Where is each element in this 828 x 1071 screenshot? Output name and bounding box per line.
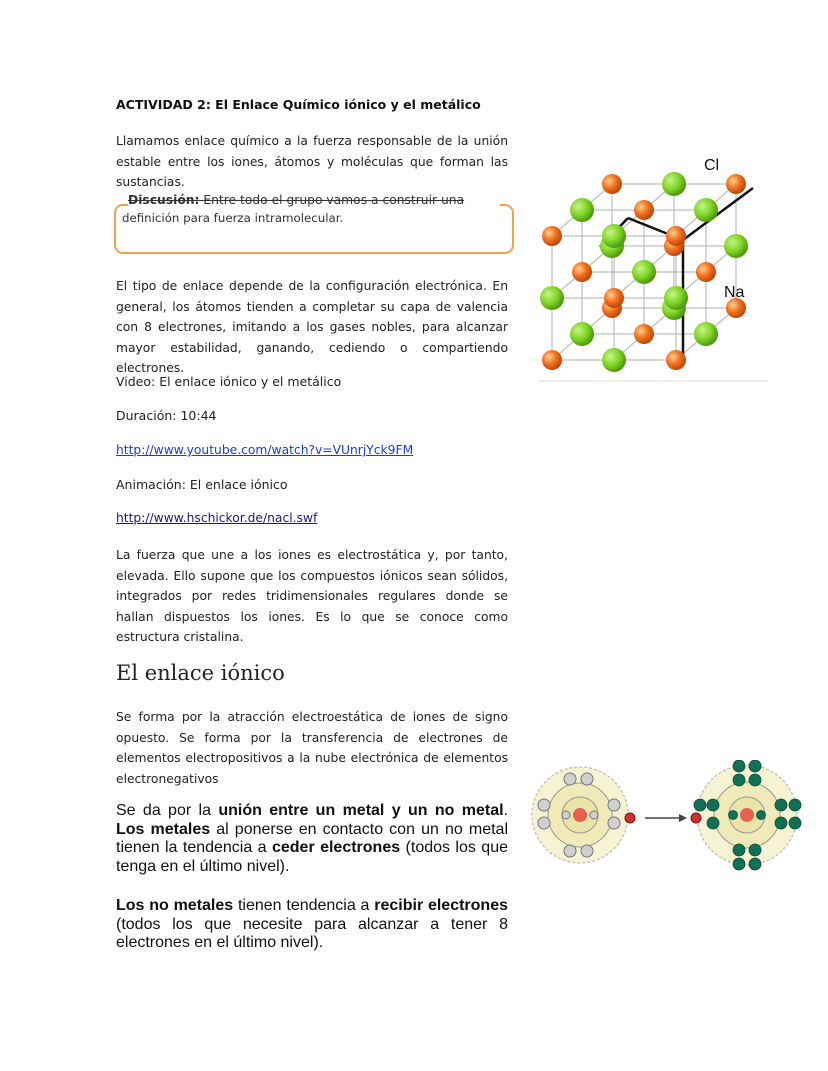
sodium-ion bbox=[696, 262, 716, 282]
nonmetal-text-2: (todos los que necesite para alcanzar a tener 8 electrones en el último nivel). bbox=[116, 915, 508, 951]
chloride-ion bbox=[570, 198, 594, 222]
sodium-ion bbox=[666, 226, 686, 246]
sodium-ion bbox=[542, 350, 562, 370]
discussion-body: definición para fuerza intramolecular. bbox=[122, 211, 344, 225]
sodium-ion bbox=[602, 174, 622, 194]
sodium-ion bbox=[604, 288, 624, 308]
chloride-ion bbox=[664, 286, 688, 310]
nonmetal-bold-1: Los no metales bbox=[116, 897, 234, 914]
sodium-ion bbox=[572, 262, 592, 282]
animation-link[interactable]: http://www.hschickor.de/nacl.swf bbox=[116, 511, 318, 525]
nonmetal-paragraph bbox=[116, 897, 508, 953]
na-label: Na bbox=[724, 284, 745, 301]
chloride-ion bbox=[694, 198, 718, 222]
chloride-ion bbox=[694, 322, 718, 346]
sodium-ion bbox=[634, 324, 654, 344]
electron-transfer-illustration bbox=[527, 760, 807, 875]
cl-label: Cl bbox=[704, 157, 720, 174]
chloride-ion bbox=[724, 234, 748, 258]
duration-label: Duración: 10:44 bbox=[116, 408, 217, 423]
ionic-definition: Se forma por la atracción electroestática de iones de signo opuesto. Se forma por la transferencia de electrones de elementos electropositivos a la nube electrónica de elementos electronegativos bbox=[116, 710, 508, 786]
metal-bold-1: unión entre un metal y un no metal bbox=[218, 802, 504, 819]
chloride-ion bbox=[570, 322, 594, 346]
sodium-ion bbox=[542, 226, 562, 246]
animation-label: Animación: El enlace iónico bbox=[116, 477, 288, 492]
discussion-text: Entre todo el grupo vamos a construir una bbox=[199, 193, 465, 207]
metal-paragraph bbox=[116, 802, 508, 876]
sodium-ion bbox=[726, 298, 746, 318]
sodium-ion bbox=[634, 200, 654, 220]
chloride-ion bbox=[662, 172, 686, 196]
metal-text-4: (todos los que tenga en el último nivel). bbox=[116, 839, 508, 875]
section-title: El enlace iónico bbox=[116, 661, 285, 685]
chloride-ion bbox=[602, 224, 626, 248]
received-electron bbox=[691, 813, 701, 823]
metal-bold-2: Los metales bbox=[116, 820, 211, 838]
video-label: Video: El enlace iónico y el metálico bbox=[116, 374, 342, 389]
chloride-ion bbox=[632, 260, 656, 284]
youtube-link[interactable]: http://www.youtube.com/watch?v=VUnrjYck9FM bbox=[116, 443, 414, 457]
metal-bold-3: ceder electrones bbox=[271, 839, 401, 856]
chloride-ion bbox=[540, 286, 564, 310]
nacl-crystal-illustration bbox=[538, 150, 773, 385]
force-paragraph: La fuerza que une a los iones es electrostática y, por tanto, elevada. Ello supone que los compuestos iónicos sean sólidos, integrados por redes tridimensionales regulares donde se hallan dispuestos los iones. Es lo que se conoce como estructura cristalina. bbox=[116, 548, 508, 644]
discussion-label: Discusión: bbox=[128, 193, 200, 207]
metal-text-1: Se da por la bbox=[116, 802, 219, 819]
nonmetal-bold-2: recibir electrones bbox=[374, 897, 508, 914]
sodium-ion bbox=[726, 174, 746, 194]
transferred-electron bbox=[625, 813, 635, 823]
intro-paragraph: Llamamos enlace químico a la fuerza responsable de la unión estable entre los iones, átomos y moléculas que forman las sustancias. bbox=[116, 134, 508, 189]
discussion-header bbox=[128, 193, 500, 208]
metal-text-2: . bbox=[503, 802, 508, 819]
metal-text-3: al ponerse en contacto con un no metal tienen la tendencia a bbox=[116, 820, 508, 856]
nonmetal-text-1: tienen tendencia a bbox=[233, 897, 375, 914]
sodium-ion bbox=[666, 350, 686, 370]
activity-title: ACTIVIDAD 2: El Enlace Químico iónico y el metálico bbox=[116, 97, 481, 112]
config-paragraph: El tipo de enlace depende de la configuración electrónica. En general, los átomos tienden a completar su capa de valencia con 8 electrones, imitando a los gases nobles, para alcanzar mayor estabilidad, ganando, cediendo o compartiendo electrones. bbox=[116, 279, 508, 375]
ion-spheres bbox=[540, 172, 748, 372]
chloride-ion bbox=[602, 348, 626, 372]
